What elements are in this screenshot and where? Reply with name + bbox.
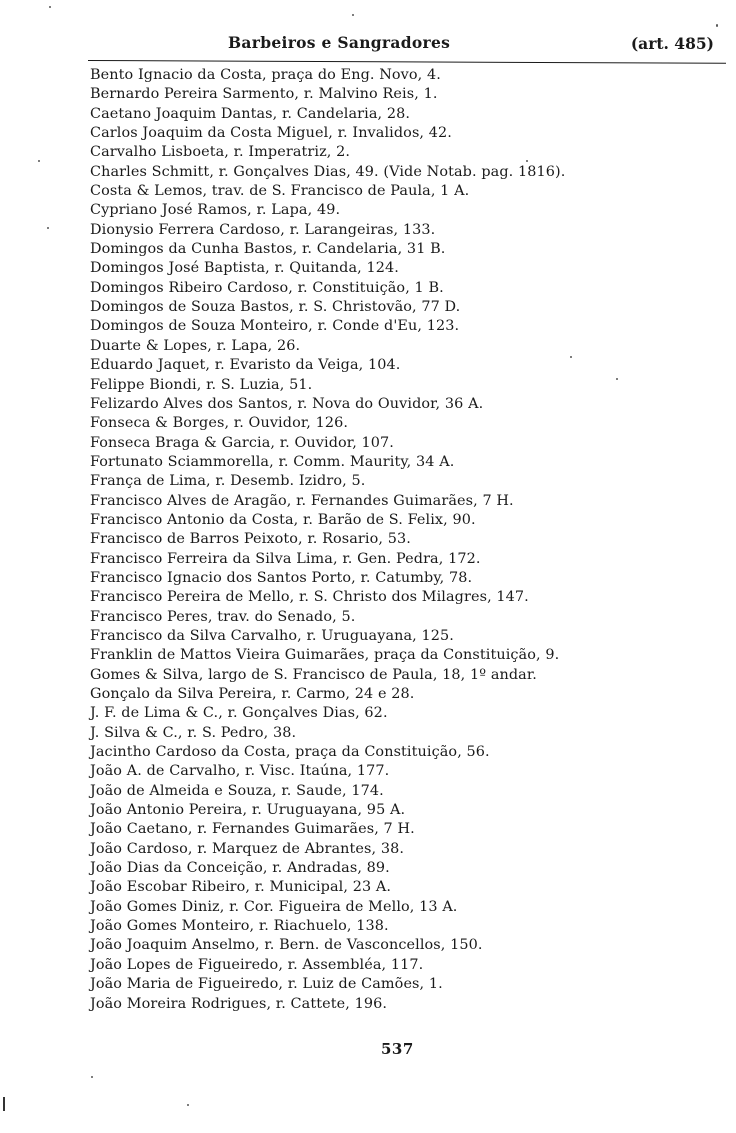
- directory-entry: João Joaquim Anselmo, r. Bern. de Vasconcellos, 150.: [90, 937, 483, 954]
- directory-entry: João Dias da Conceição, r. Andradas, 89.: [90, 860, 390, 877]
- directory-entry: J. Silva & C., r. S. Pedro, 38.: [90, 724, 297, 741]
- directory-entry: Francisco Pereira de Mello, r. S. Christo dos Milagres, 147.: [90, 589, 529, 606]
- directory-entry: Fortunato Sciammorella, r. Comm. Maurity, 34 A.: [90, 453, 455, 470]
- directory-entry: João Gomes Monteiro, r. Riachuelo, 138.: [90, 918, 389, 935]
- directory-entry: Dionysio Ferrera Cardoso, r. Larangeiras, 133.: [90, 221, 436, 238]
- directory-entry: João Maria de Figueiredo, r. Luiz de Camões, 1.: [90, 976, 443, 993]
- directory-entry: Domingos José Baptista, r. Quitanda, 124.: [90, 260, 399, 277]
- directory-entry: Gomes & Silva, largo de S. Francisco de Paula, 18, 1º andar.: [90, 666, 537, 683]
- directory-list: [90, 66, 730, 1014]
- directory-entry: Franklin de Mattos Vieira Guimarães, praça da Constituição, 9.: [90, 647, 560, 664]
- directory-entry: Bento Ignacio da Costa, praça do Eng. Novo, 4.: [90, 67, 441, 83]
- scan-edge-mark: [3, 1097, 5, 1111]
- directory-entry: Gonçalo da Silva Pereira, r. Carmo, 24 e 28.: [90, 686, 415, 702]
- directory-entry: Francisco de Barros Peixoto, r. Rosario, 53.: [90, 531, 411, 548]
- scan-speck: [526, 160, 528, 162]
- page-header: [86, 33, 726, 63]
- directory-entry: Fonseca Braga & Garcia, r. Ouvidor, 107.: [90, 434, 394, 451]
- directory-entry: Francisco Alves de Aragão, r. Fernandes Guimarães, 7 H.: [90, 492, 514, 509]
- page-number: 537: [381, 1040, 414, 1058]
- directory-entry: Caetano Joaquim Dantas, r. Candelaria, 28.: [90, 105, 411, 122]
- directory-entry: Fonseca & Borges, r. Ouvidor, 126.: [90, 415, 349, 432]
- directory-entry: Domingos de Souza Bastos, r. S. Christovão, 77 D.: [90, 299, 461, 316]
- scan-speck: [49, 6, 51, 8]
- directory-entry: Francisco Ferreira da Silva Lima, r. Gen. Pedra, 172.: [90, 550, 481, 567]
- directory-entry: J. F. de Lima & C., r. Gonçalves Dias, 62.: [90, 705, 388, 722]
- scan-speck: [91, 1076, 93, 1078]
- directory-entry: Felizardo Alves dos Santos, r. Nova do Ouvidor, 36 A.: [90, 395, 484, 412]
- directory-entry: Duarte & Lopes, r. Lapa, 26.: [90, 337, 301, 354]
- directory-entry: Jacintho Cardoso da Costa, praça da Constituição, 56.: [90, 744, 490, 761]
- scan-speck: [570, 356, 572, 358]
- directory-entry: Carlos Joaquim da Costa Miguel, r. Invalidos, 42.: [90, 125, 452, 142]
- scan-speck: [616, 378, 618, 380]
- directory-entry: Francisco da Silva Carvalho, r. Uruguayana, 125.: [90, 627, 454, 644]
- directory-entry: Eduardo Jaquet, r. Evaristo da Veiga, 104.: [90, 357, 401, 374]
- directory-entry: Domingos de Souza Monteiro, r. Conde d'Eu, 123.: [90, 318, 460, 335]
- header-rule: [88, 60, 726, 64]
- scan-speck: [187, 1104, 189, 1106]
- directory-entry: Felippe Biondi, r. S. Luzia, 51.: [90, 376, 313, 393]
- directory-entry: Bernardo Pereira Sarmento, r. Malvino Reis, 1.: [90, 86, 438, 103]
- directory-entry: João de Almeida e Souza, r. Saude, 174.: [90, 782, 384, 799]
- directory-entry: João Escobar Ribeiro, r. Municipal, 23 A.: [90, 879, 392, 896]
- directory-entry: João Moreira Rodrigues, r. Cattete, 196.: [90, 995, 388, 1012]
- directory-entry: Charles Schmitt, r. Gonçalves Dias, 49. (Vide Notab. pag. 1816).: [90, 163, 566, 180]
- article-reference: (art. 485): [630, 34, 714, 53]
- directory-entry: Domingos Ribeiro Cardoso, r. Constituição, 1 B.: [90, 279, 444, 296]
- scan-speck: [38, 160, 40, 162]
- scan-speck: [716, 24, 718, 27]
- directory-entry: João Caetano, r. Fernandes Guimarães, 7 H.: [90, 821, 415, 838]
- page-title: Barbeiros e Sangradores: [228, 33, 451, 52]
- directory-entry: Cypriano José Ramos, r. Lapa, 49.: [90, 202, 341, 219]
- directory-entry: João A. de Carvalho, r. Visc. Itaúna, 177.: [90, 763, 390, 780]
- scan-speck: [352, 14, 354, 16]
- directory-entry: João Cardoso, r. Marquez de Abrantes, 38.: [90, 840, 405, 857]
- directory-entry: Carvalho Lisboeta, r. Imperatriz, 2.: [90, 144, 351, 161]
- directory-entry: Domingos da Cunha Bastos, r. Candelaria, 31 B.: [90, 241, 446, 258]
- directory-entry: Francisco Antonio da Costa, r. Barão de S. Felix, 90.: [90, 511, 476, 528]
- scan-speck: [47, 227, 49, 229]
- directory-entry: Francisco Ignacio dos Santos Porto, r. Catumby, 78.: [90, 569, 473, 586]
- directory-entry: França de Lima, r. Desemb. Izidro, 5.: [90, 473, 366, 490]
- directory-entry: Costa & Lemos, trav. de S. Francisco de Paula, 1 A.: [90, 183, 470, 200]
- directory-entry: João Gomes Diniz, r. Cor. Figueira de Mello, 13 A.: [90, 898, 458, 915]
- directory-entry: Francisco Peres, trav. do Senado, 5.: [90, 608, 356, 625]
- directory-entry: João Antonio Pereira, r. Uruguayana, 95 A.: [90, 802, 406, 819]
- directory-entry: João Lopes de Figueiredo, r. Assembléa, 117.: [90, 956, 424, 973]
